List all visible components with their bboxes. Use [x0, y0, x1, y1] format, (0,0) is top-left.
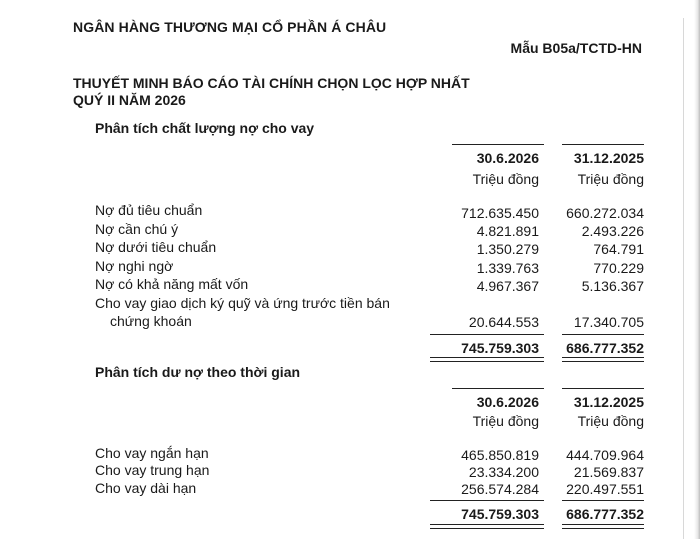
- total-double-rule-col2: [562, 524, 644, 529]
- total-value-col2: 686.777.352: [566, 506, 644, 522]
- row-label: Nợ nghi ngờ: [95, 258, 174, 274]
- col2-date-header: 31.12.2025: [573, 394, 644, 410]
- total-value-col1: 745.759.303: [461, 506, 539, 522]
- row-value-col1: 712.635.450: [461, 205, 539, 221]
- row-value-col2: 2.493.226: [581, 223, 644, 239]
- row-value-col1: 4.967.367: [476, 278, 539, 294]
- row-value-col2: 764.791: [593, 241, 644, 257]
- row-value-col1: 20.644.553: [468, 314, 539, 330]
- row-value-col2: 770.229: [593, 260, 644, 276]
- row-label-continued: chứng khoán: [110, 313, 192, 329]
- form-code: Mẫu B05a/TCTD-HN: [510, 40, 642, 56]
- page-edge-shadow-line: [683, 18, 684, 539]
- col1-date-header: 30.6.2026: [476, 150, 539, 166]
- col1-header-rule: [452, 144, 544, 145]
- total-double-rule-col1: [430, 524, 544, 529]
- section-title-loan-quality: Phân tích chất lượng nợ cho vay: [95, 120, 315, 136]
- col2-unit: Triệu đồng: [577, 171, 644, 187]
- document-title: THUYẾT MINH BÁO CÁO TÀI CHÍNH CHỌN LỌC HỢP NHẤT: [73, 75, 470, 91]
- row-value-col2: 17.340.705: [573, 314, 644, 330]
- row-label: Nợ đủ tiêu chuẩn: [95, 202, 203, 218]
- row-value-col1: 4.821.891: [476, 223, 539, 239]
- col1-unit: Triệu đồng: [472, 171, 539, 187]
- section-title-loan-term: Phân tích dư nợ theo thời gian: [95, 364, 301, 380]
- row-value-col1: 256.574.284: [461, 481, 539, 497]
- subtotal-rule-col1: [430, 500, 544, 501]
- subtotal-rule-col2: [562, 500, 644, 501]
- subtotal-rule-col1: [430, 334, 544, 335]
- col1-date-header: 30.6.2026: [476, 394, 539, 410]
- row-value-col2: 21.569.837: [573, 464, 644, 480]
- row-label: Nợ cần chú ý: [95, 221, 179, 237]
- bank-name: NGÂN HÀNG THƯƠNG MẠI CỔ PHẦN Á CHÂU: [73, 19, 387, 35]
- col2-date-header: 31.12.2025: [573, 150, 644, 166]
- row-label: Cho vay giao dịch ký quỹ và ứng trước tiền bán: [95, 295, 390, 311]
- row-label: Nợ có khả năng mất vốn: [95, 276, 249, 292]
- row-value-col1: 465.850.819: [461, 447, 539, 463]
- subtotal-rule-col2: [562, 334, 644, 335]
- col2-header-rule: [562, 388, 644, 389]
- col1-unit: Triệu đồng: [472, 413, 539, 429]
- row-value-col2: 444.709.964: [566, 447, 644, 463]
- col2-unit: Triệu đồng: [577, 413, 644, 429]
- row-value-col2: 220.497.551: [566, 481, 644, 497]
- document-period: QUÝ II NĂM 2026: [73, 92, 186, 108]
- col2-header-rule: [562, 144, 644, 145]
- col1-header-rule: [452, 388, 544, 389]
- row-value-col2: 5.136.367: [581, 278, 644, 294]
- row-value-col1: 1.339.763: [476, 260, 539, 276]
- total-double-rule-col1: [430, 357, 544, 362]
- total-double-rule-col2: [562, 357, 644, 362]
- total-value-col1: 745.759.303: [461, 340, 539, 356]
- row-label: Cho vay trung hạn: [95, 462, 210, 478]
- row-value-col2: 660.272.034: [566, 205, 644, 221]
- row-label: Cho vay ngắn hạn: [95, 445, 209, 461]
- row-value-col1: 1.350.279: [476, 241, 539, 257]
- page-edge-shadow: [694, 0, 700, 539]
- total-value-col2: 686.777.352: [566, 340, 644, 356]
- row-value-col1: 23.334.200: [468, 464, 539, 480]
- row-label: Cho vay dài hạn: [95, 480, 197, 496]
- row-label: Nợ dưới tiêu chuẩn: [95, 239, 217, 255]
